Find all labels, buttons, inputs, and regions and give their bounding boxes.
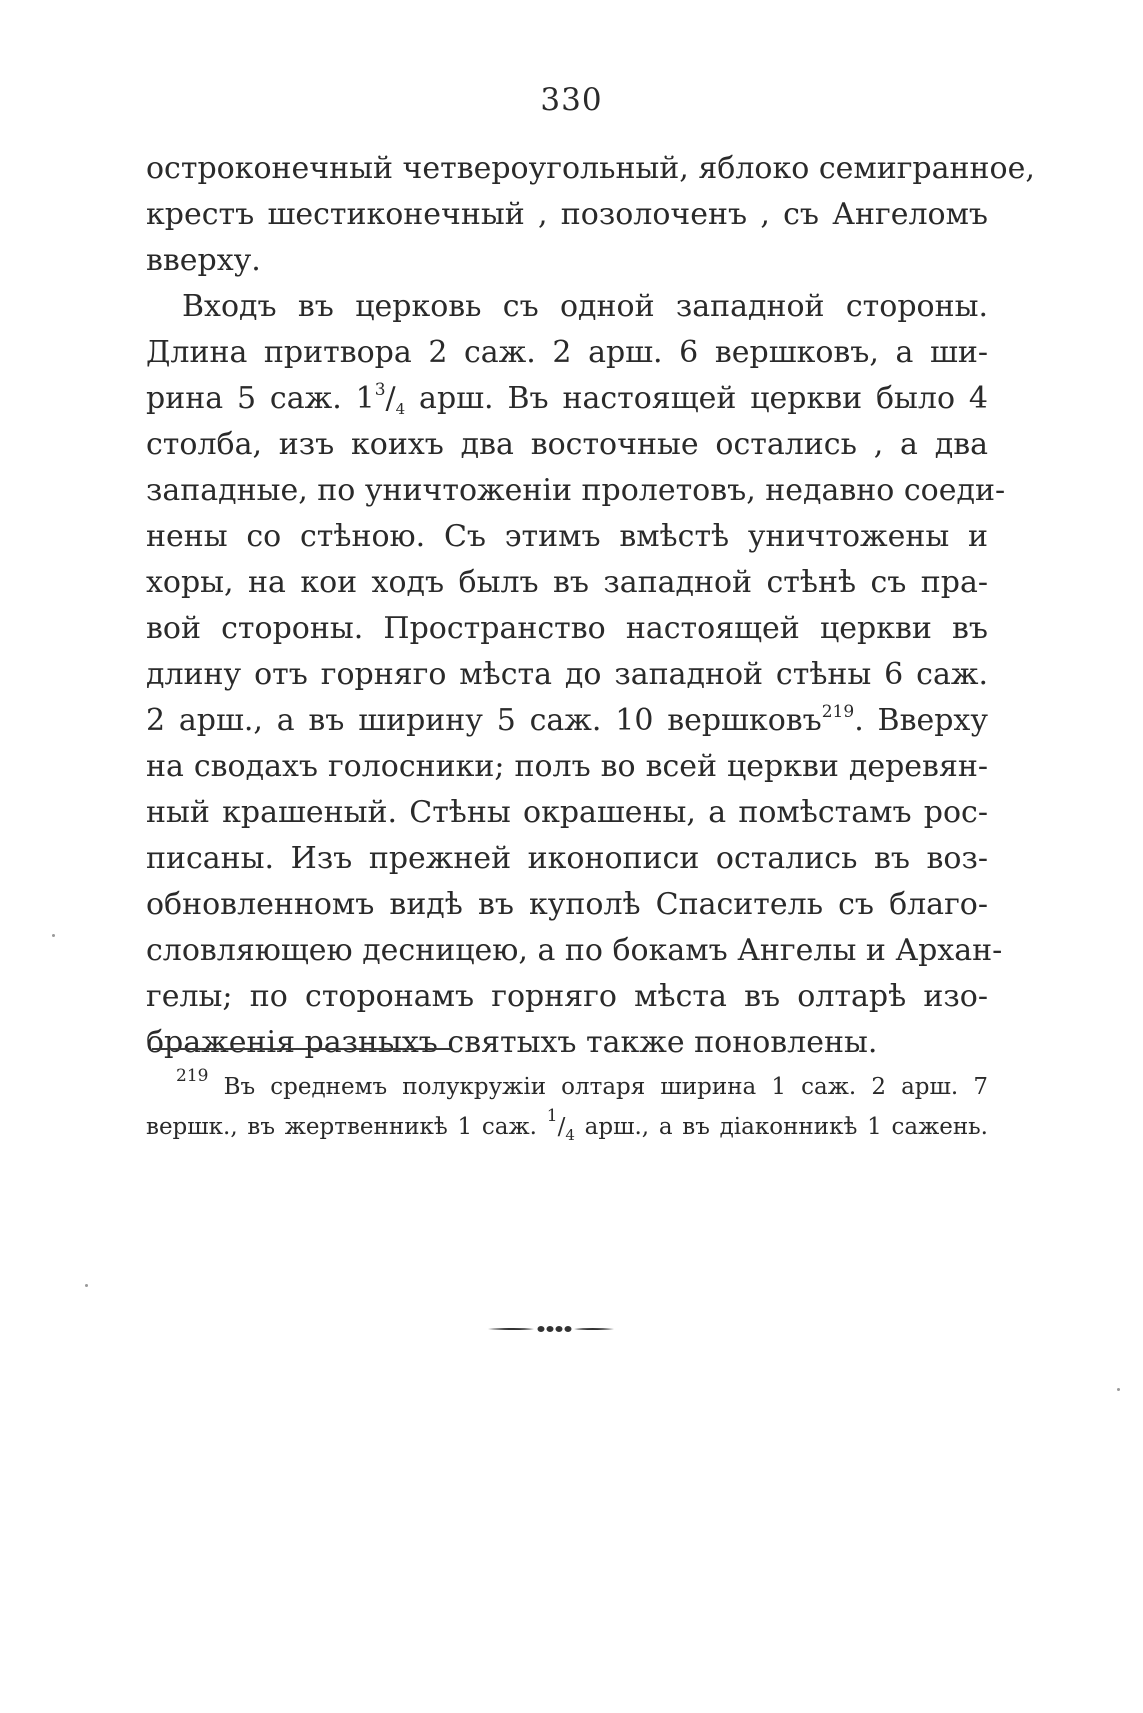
text-span: арш. Въ настоящей церкви было 4 <box>405 381 988 416</box>
body-line: длину отъ горняго мѣста до западной стѣны 6 саж. <box>146 657 988 692</box>
scan-speck <box>52 934 55 937</box>
body-line-with-footnote-ref <box>146 698 988 744</box>
body-line: хоры, на кои ходъ былъ въ западной стѣнѣ съ пра- <box>146 565 988 600</box>
body-line-with-fraction <box>146 376 988 422</box>
text-span: арш., а въ діаконникѣ 1 сажень. <box>574 1114 988 1140</box>
fraction-slash: / <box>557 1114 566 1140</box>
fraction-denominator: 4 <box>395 400 406 418</box>
footnote-number: 219 <box>176 1066 209 1086</box>
body-line: обновленномъ видѣ въ куполѣ Спаситель съ благо- <box>146 887 988 922</box>
ornament-divider-icon <box>486 1322 616 1336</box>
text-span: . Вверху <box>854 703 988 738</box>
page-number: 330 <box>540 82 603 118</box>
body-line: гелы; по сторонамъ горняго мѣста въ олтарѣ изо- <box>146 979 988 1014</box>
body-line: Длина притвора 2 саж. 2 арш. 6 вершковъ, а ши- <box>146 335 988 370</box>
body-line: браженія разныхъ святыхъ также поновлены. <box>146 1025 878 1060</box>
body-line: на сводахъ голосники; полъ во всей церкви деревян- <box>146 749 988 784</box>
fraction-slash: / <box>385 381 396 416</box>
body-line: ный крашеный. Стѣны окрашены, а помѣстамъ рос- <box>146 795 988 830</box>
body-line: вой стороны. Пространство настоящей церкви въ <box>146 611 988 646</box>
body-line: крестъ шестиконечный , позолоченъ , съ Ангеломъ <box>146 197 988 232</box>
body-line: вверху. <box>146 243 261 278</box>
fraction-numerator: 3 <box>374 380 386 400</box>
text-span: Въ среднемъ полукружіи олтаря ширина 1 саж. 2 арш. 7 <box>208 1074 988 1100</box>
scan-speck <box>1117 1388 1120 1391</box>
text-span: 2 арш., а въ ширину 5 саж. 10 вершковъ <box>146 703 822 738</box>
body-line: словляющею десницею, а по бокамъ Ангелы и Архан- <box>146 933 1003 968</box>
footnote-divider <box>152 1048 452 1050</box>
body-line: нены со стѣною. Съ этимъ вмѣстѣ уничтожены и <box>146 519 988 554</box>
body-line: столба, изъ коихъ два восточные остались , а два <box>146 427 988 462</box>
body-line: западные, по уничтоженіи пролетовъ, недавно соеди- <box>146 473 1006 508</box>
text-span: вершк., въ жертвенникѣ 1 саж. <box>146 1114 547 1140</box>
footnote-line <box>146 1068 988 1106</box>
body-line: остроконечный четвероугольный, яблоко семигранное, <box>146 151 1035 186</box>
fraction-denominator: 4 <box>565 1126 575 1144</box>
paragraph-start-line: Входъ въ церковь съ одной западной стороны. <box>182 289 988 324</box>
text-span: рина 5 саж. 1 <box>146 381 375 416</box>
footnote-reference: 219 <box>821 702 855 722</box>
fraction-numerator: 1 <box>546 1106 558 1126</box>
scan-speck <box>85 1284 88 1287</box>
footnote-line <box>146 1108 988 1146</box>
body-line: писаны. Изъ прежней иконописи остались въ воз- <box>146 841 988 876</box>
